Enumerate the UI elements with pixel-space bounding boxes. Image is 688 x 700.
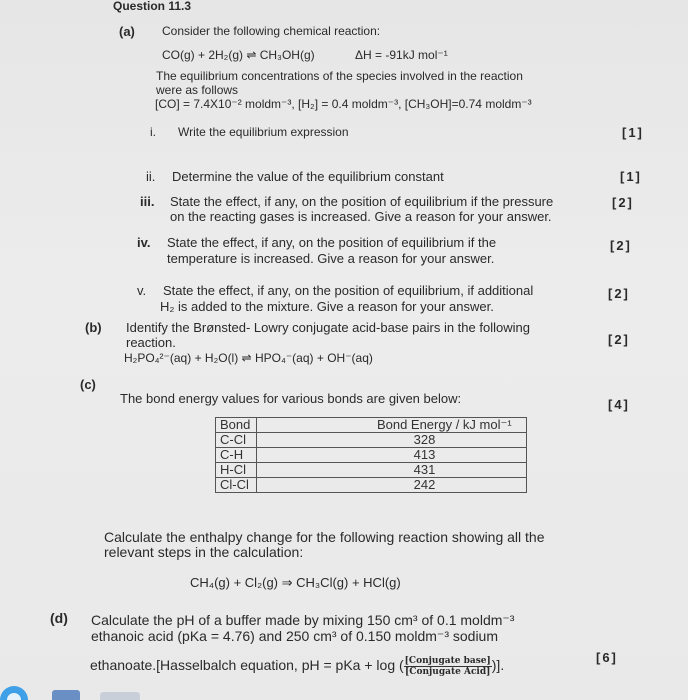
table-cell: C-H [216,448,257,463]
table-cell: C-Cl [216,433,257,448]
part-b-equation: H₂PO₄²⁻(aq) + H₂O(l) ⇌ HPO₄⁻(aq) + OH⁻(aq) [124,351,373,365]
part-b-label: (b) [85,320,102,335]
table-cell: 431 [256,463,526,478]
partial-app-icons [0,672,160,700]
item-v-text-2: H₂ is added to the mixture. Give a reason for your answer. [160,299,494,314]
table-header: Bond Energy / kJ mol⁻¹ [256,418,526,433]
part-c-equation: CH₄(g) + Cl₂(g) ⇒ CH₃Cl(g) + HCl(g) [190,575,401,590]
item-i-num: i. [150,125,156,139]
part-a-intro: Consider the following chemical reaction: [162,24,381,38]
part-c-marks: [4] [608,397,630,412]
conc-intro-line-1: The equilibrium concentrations of the species involved in the reaction [156,69,523,83]
part-c-text: The bond energy values for various bonds are given below: [120,391,462,406]
item-v-marks: [2] [608,286,630,301]
part-b-text-2: reaction. [126,335,176,350]
table-cell: 328 [256,433,526,448]
table-cell: Cl-Cl [216,478,257,493]
part-b-text: Identify the Brønsted- Lowry conjugate acid-base pairs in the following [126,320,530,335]
part-a-label: (a) [119,24,135,39]
part-d-line-3-text: ethanoate.[Hasselbalch equation, pH = pKa + log ( [90,657,404,674]
conc-intro-line-2: were as follows [156,83,239,97]
part-d-line-2: ethanoic acid (pKa = 4.76) and 250 cm³ of 0.150 moldm⁻³ sodium [91,628,498,644]
item-iii-text: State the effect, if any, on the position of equilibrium if the pressure [170,194,554,209]
item-iv-marks: [2] [610,238,632,253]
part-d-marks: [6] [596,650,618,665]
table-row [216,433,527,448]
part-c-calc-line-1: Calculate the enthalpy change for the following reaction showing all the [104,529,545,545]
part-c-label: (c) [80,377,96,392]
item-i-text: Write the equilibrium expression [178,125,349,139]
table-header-row [216,418,527,433]
item-i-marks: [1] [622,125,644,140]
part-b-marks: [2] [608,332,630,347]
item-ii-num: ii. [146,169,156,184]
item-iv-text-2: temperature is increased. Give a reason for your answer. [167,251,495,266]
item-iii-text-2: on the reacting gases is increased. Give a reason for your answer. [170,209,552,224]
item-v-num: v. [137,283,147,298]
item-iii-num: iii. [140,194,155,209]
part-d-line-1: Calculate the pH of a buffer made by mixing 150 cm³ of 0.1 moldm⁻³ [91,612,515,628]
item-v-text: State the effect, if any, on the position of equilibrium, if additional [163,283,534,298]
question-number: Question 11.3 [113,0,192,13]
fraction-denominator: [Conjugate Acid] [405,667,491,677]
table-row [216,478,527,493]
table-cell: 242 [256,478,526,493]
item-ii-text: Determine the value of the equilibrium constant [172,169,444,184]
fraction-numerator: [Conjugate base] [404,656,491,666]
concentrations: [CO] = 7.4X10⁻² moldm⁻³, [H₂] = 0.4 moldm⁻³, [CH₃OH]=0.74 moldm⁻³ [155,97,532,111]
item-iv-text: State the effect, if any, on the position of equilibrium if the [167,235,497,250]
table-header: Bond [216,418,257,433]
hasselbalch-fraction [404,656,492,677]
item-iii-marks: [2] [612,195,634,210]
item-ii-marks: [1] [620,169,642,184]
reaction-equation: CO(g) + 2H₂(g) ⇌ CH₃OH(g) [162,48,315,62]
table-cell: H-Cl [216,463,257,478]
bond-energy-table [215,417,527,493]
part-c-calc-line-2: relevant steps in the calculation: [104,544,304,560]
table-row [216,463,527,478]
table-row [216,448,527,463]
part-d-label: (d) [50,610,68,626]
part-d-line-3-end: )]. [491,657,505,674]
table-cell: 413 [256,448,526,463]
enthalpy-value: ΔH = -91kJ mol⁻¹ [355,48,448,62]
item-iv-num: iv. [137,235,151,250]
